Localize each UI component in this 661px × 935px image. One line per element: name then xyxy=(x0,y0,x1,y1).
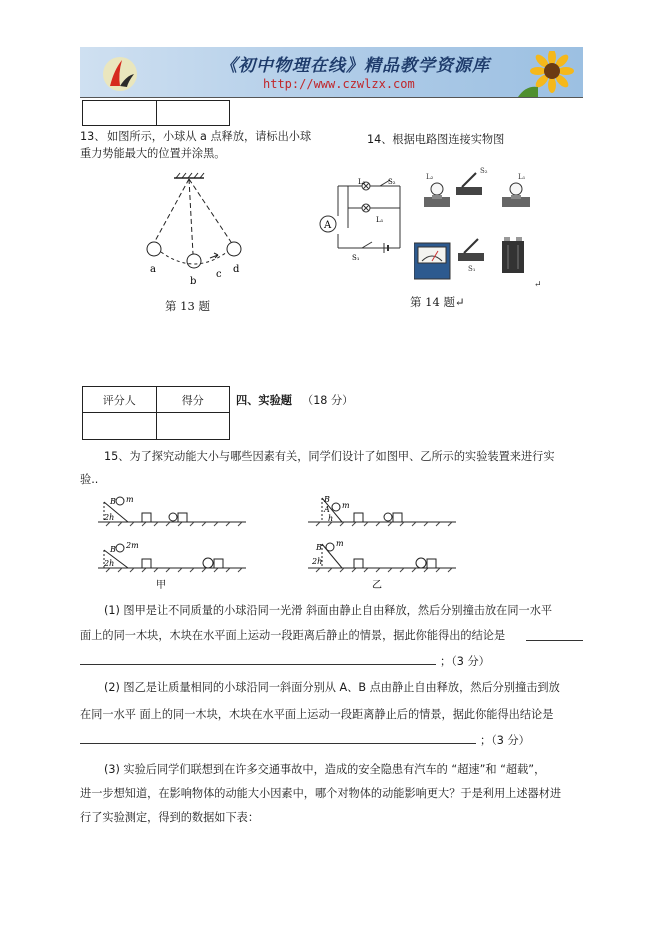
real-l2-label: L₂ xyxy=(426,173,434,181)
jia-bot-2h: 2h xyxy=(104,559,115,568)
jia-top-2h: 2h xyxy=(104,513,115,522)
label-c: c xyxy=(216,269,222,280)
label-b: b xyxy=(190,276,197,287)
q14-circuit-diagram xyxy=(318,178,413,260)
s2-label: S₂ xyxy=(388,178,396,186)
answer-blank-1a[interactable] xyxy=(526,640,583,641)
score-header-grader: 评分人 xyxy=(83,387,157,413)
l2-label: L₂ xyxy=(358,178,366,186)
q13-text-line1: 如图所示，小球从 a 点释放，请标出小球 xyxy=(107,130,312,143)
header-divider xyxy=(80,97,583,98)
yi-bot-2h: 2h xyxy=(312,557,323,566)
q14-caption: 第 14 题↵ xyxy=(410,295,465,309)
top-table-cell[interactable] xyxy=(83,101,157,126)
label-d: d xyxy=(233,264,240,275)
q13-number: 13、 xyxy=(80,130,106,143)
yi-caption: 乙 xyxy=(372,580,382,591)
header-banner xyxy=(80,47,583,97)
q15-p1-line2: 面上的同一木块，木块在水平面上运动一段距离后静止的情景，据此你能得出的结论是 xyxy=(80,629,506,642)
real-s2-label: S₂ xyxy=(480,167,488,175)
yi-bot-b: B xyxy=(316,543,322,552)
q13-text-line2: 重力势能最大的位置并涂黑。 xyxy=(80,147,226,160)
real-s1-label: S₁ xyxy=(468,265,476,273)
jia-top-m: m xyxy=(126,495,134,504)
ammeter-label: A xyxy=(324,220,332,231)
q15-p1-line1: (1) 图甲是让不同质量的小球沿同一光滑 斜面由静止自由释放，然后分别撞击放在同一水平 xyxy=(104,604,553,617)
l1-label: L₁ xyxy=(376,216,384,224)
q15-p2-line1: (2) 图乙是让质量相同的小球沿同一斜面分别从 A、B 点由静止自由释放，然后分别撞击到放 xyxy=(104,681,560,694)
score-header-score: 得分 xyxy=(156,387,230,413)
yi-bot-m: m xyxy=(336,539,344,548)
score-cell[interactable] xyxy=(156,413,230,440)
q15-line2: 验.. xyxy=(80,473,99,486)
grader-cell[interactable] xyxy=(83,413,157,440)
answer-blank-2[interactable] xyxy=(80,743,476,744)
jia-bot-2m: 2m xyxy=(126,541,139,550)
figure-yi xyxy=(308,492,458,592)
banner-url[interactable]: http://www.czwlzx.com xyxy=(263,77,415,91)
q15-p2-line2: 在同一水平 面上的同一木块，木块在水平面上运动一段距离静止后的情景，据此你能得出结论是 xyxy=(80,708,554,721)
q13-caption: 第 13 题 xyxy=(165,299,210,313)
label-a: a xyxy=(150,264,156,275)
yi-top-b: B xyxy=(324,495,330,504)
yi-top-a: A xyxy=(324,505,330,514)
logo-icon xyxy=(100,52,140,92)
q15-p3-line3: 行了实验测定，得到的数据如下表： xyxy=(80,811,260,824)
top-score-table xyxy=(82,100,230,126)
q14-real-components xyxy=(414,165,544,287)
figure-jia xyxy=(98,492,248,592)
q15-p1-end: ；（3 分） xyxy=(440,655,490,668)
q13-pendulum-diagram xyxy=(130,172,260,290)
q15-p3-line1: (3) 实验后同学们联想到在许多交通事故中，造成的安全隐患有汽车的 “超速”和 “超载”， xyxy=(104,763,546,776)
jia-caption: 甲 xyxy=(156,580,166,591)
yi-top-h: h xyxy=(328,514,334,523)
banner-title: 《初中物理在线》精品教学资源库 xyxy=(220,56,490,76)
section-score-table xyxy=(82,386,230,440)
jia-top-b: B xyxy=(110,497,116,506)
s1-label: S₁ xyxy=(352,254,360,260)
section-title: 四、实验题 xyxy=(236,394,292,407)
q15-p3-line2: 进一步想知道，在影响物体的动能大小因素中，哪个对物体的动能影响更大？于是利用上述器材进 xyxy=(80,787,562,800)
q14-text: 14、根据电路图连接实物图 xyxy=(367,133,505,146)
yi-top-m: m xyxy=(342,501,350,510)
q15-line1: 15、为了探究动能大小与哪些因素有关，同学们设计了如图甲、乙所示的实验装置来进行实 xyxy=(104,450,555,463)
return-mark: ↵ xyxy=(534,280,542,287)
answer-blank-1b[interactable] xyxy=(80,664,436,665)
top-table-cell[interactable] xyxy=(156,101,230,126)
sunflower-icon xyxy=(512,51,578,97)
real-l1-label: L₁ xyxy=(518,173,526,181)
jia-bot-b: B xyxy=(110,545,116,554)
section-points: （18 分） xyxy=(302,394,354,407)
q15-p2-end: ；（3 分） xyxy=(480,734,530,747)
